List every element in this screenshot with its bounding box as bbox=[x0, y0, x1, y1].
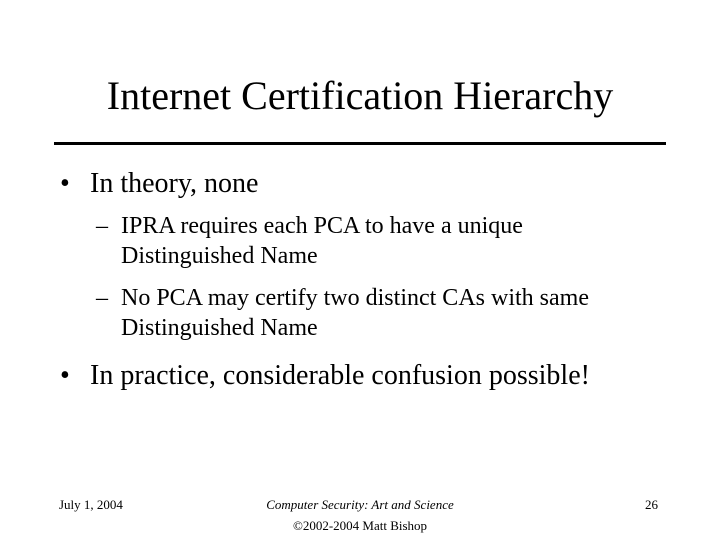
bullet-text: In practice, considerable confusion possible! bbox=[90, 360, 590, 391]
bullet-text: In theory, none bbox=[90, 168, 259, 199]
title-divider bbox=[54, 142, 666, 145]
sub-item-1 bbox=[96, 211, 621, 271]
slide-title: Internet Certification Hierarchy bbox=[106, 73, 614, 118]
footer-copyright: ©2002-2004 Matt Bishop bbox=[292, 518, 428, 533]
sub-item-marker: – bbox=[96, 213, 108, 239]
bullet-item-1 bbox=[60, 168, 258, 200]
bullet-item-2 bbox=[60, 360, 590, 392]
sub-item-marker: – bbox=[96, 285, 108, 311]
sub-item-text: IPRA requires each PCA to have a unique Distinguished Name bbox=[121, 213, 523, 269]
sub-item-2 bbox=[96, 283, 621, 343]
sub-item-text: No PCA may certify two distinct CAs with same Distinguished Name bbox=[121, 285, 589, 341]
bullet-marker: • bbox=[60, 360, 70, 391]
footer-course: Computer Security: Art and Science bbox=[266, 497, 454, 512]
footer-date: July 1, 2004 bbox=[59, 497, 123, 512]
footer-course-info bbox=[210, 494, 510, 536]
bullet-marker: • bbox=[60, 168, 70, 199]
page-number: 26 bbox=[645, 497, 658, 512]
